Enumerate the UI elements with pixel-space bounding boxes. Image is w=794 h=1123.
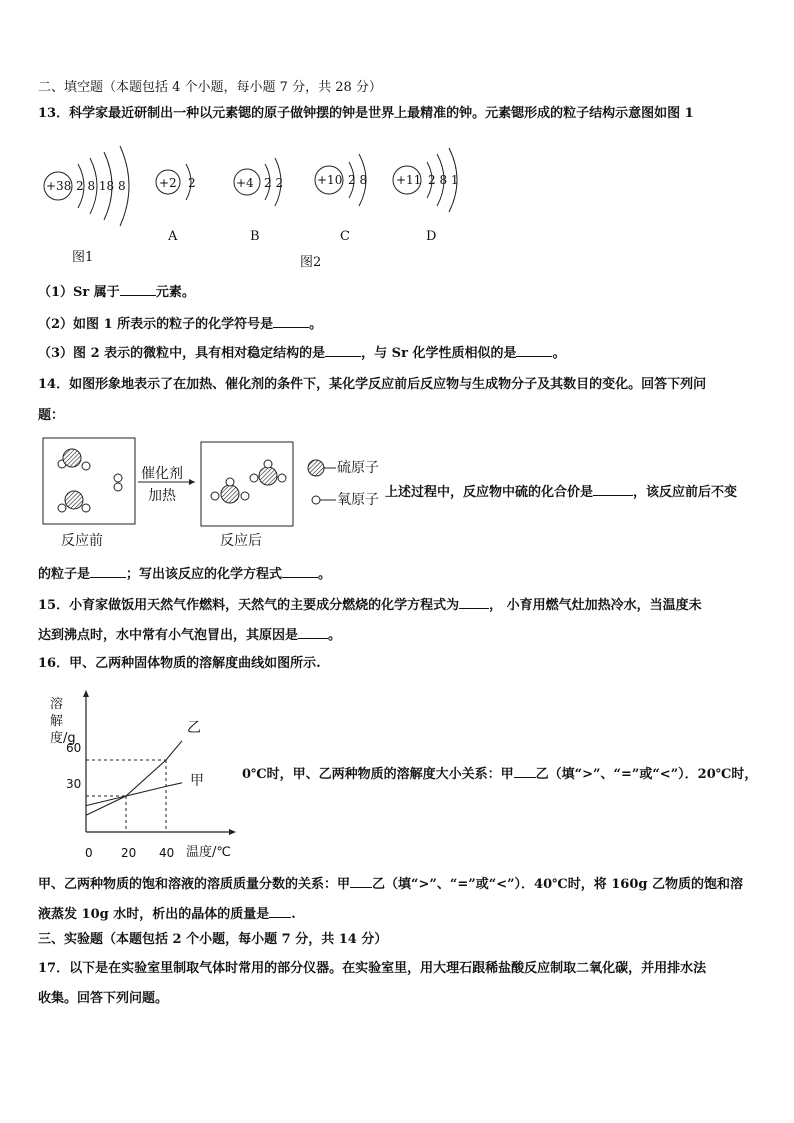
question-15-line2: 达到沸点时，水中常有小气泡冒出，其原因是 。 — [38, 628, 342, 643]
solubility-chart — [0, 690, 240, 870]
question-16-text-3: 液蒸发 10g 水时，析出的晶体的质量是 . — [38, 907, 296, 922]
series-line-jia — [86, 783, 182, 806]
atom-structure-figures — [0, 128, 794, 288]
series-label-yi: 乙 — [187, 720, 201, 736]
sr-shells: 2 8 18 8 — [76, 179, 126, 193]
question-14-text-2: 的粒子是 ；写出该反应的化学方程式 。 — [38, 567, 332, 582]
question-17-line1: 17．以下是在实验室里制取气体时常用的部分仪器。在实验室里，用大理石跟稀盐酸反应制取二氧化碳，并用排水法 — [38, 961, 707, 976]
atom-b-shells: 2 2 — [264, 176, 284, 190]
question-14-stem-line1: 14．如图形象地表示了在加热、催化剂的条件下，某化学反应前后反应物与生成物分子及其数目的变化。回答下列问 — [38, 377, 707, 392]
chart-ytick-30: 30 — [66, 777, 82, 791]
question-14-stem-line2: 题： — [38, 408, 65, 423]
section-heading: 二、填空题（本题包括 4 个小题，每小题 7 分，共 28 分） — [38, 80, 382, 95]
chart-xtick-0: 0 — [85, 846, 93, 860]
question-13-sub3: （3）图 2 表示的微粒中，具有相对稳定结构的是 ，与 Sr 化学性质相似的是 。 — [38, 346, 566, 361]
before-reaction-label: 反应前 — [61, 533, 103, 549]
atom-d-label: D — [426, 229, 437, 244]
question-13-sub1: （1）Sr 属于 元素。 — [38, 285, 195, 300]
reaction-condition-heat: 加热 — [148, 488, 176, 504]
chart-xtick-20: 20 — [121, 846, 137, 860]
question-14-text-1: 上述过程中，反应物中硫的化合价是 ，该反应前后不变 — [385, 485, 738, 500]
legend-sulfur-atom: 硫原子 — [337, 460, 379, 476]
atom-c-label: C — [340, 229, 350, 244]
question-16-stem: 16．甲、乙两种固体物质的溶解度曲线如图所示. — [38, 656, 321, 671]
atom-b-nucleus: +4 — [236, 176, 254, 190]
chart-ytick-60: 60 — [66, 741, 82, 755]
chart-ylabel: 溶解度/g — [50, 697, 76, 746]
question-13-stem: 13．科学家最近研制出一种以元素锶的原子做钟摆的钟是世界上最精准的钟。元素锶形成的粒子结构示意图如图 1 — [38, 106, 694, 121]
atom-c-shells: 2 8 — [348, 173, 368, 187]
series-label-jia: 甲 — [190, 773, 204, 789]
question-16-text-2: 甲、乙两种物质的饱和溶液的溶质质量分数的关系：甲 乙（填“>”、“=”或“<”）．40℃时，将 160g 乙物质的饱和溶 — [38, 877, 744, 892]
question-17-line2: 收集。回答下列问题。 — [38, 991, 169, 1006]
y-axis-arrow — [83, 690, 89, 697]
atom-d-nucleus: +11 — [396, 173, 422, 187]
series-line-yi — [86, 741, 182, 815]
after-reaction-label: 反应后 — [220, 533, 262, 549]
chart-xlabel: 温度/℃ — [186, 845, 231, 860]
question-15-line1: 15．小育家做饭用天然气作燃料，天然气的主要成分燃烧的化学方程式为 ， 小育用燃气灶加热冷水，当温度未 — [38, 598, 702, 613]
section-heading: 三、实验题（本题包括 2 个小题，每小题 7 分，共 14 分） — [38, 932, 388, 947]
sr-nucleus-charge: +38 — [46, 179, 72, 193]
figure-2-caption: 图2 — [300, 255, 322, 270]
question-13-sub2: （2）如图 1 所表示的粒子的化学符号是 。 — [38, 317, 323, 332]
reaction-diagram — [0, 430, 400, 550]
figure-1-caption: 图1 — [72, 250, 94, 265]
atom-c-nucleus: +10 — [317, 173, 343, 187]
atom-a-label: A — [168, 229, 178, 244]
atom-a-shells: 2 — [188, 176, 196, 190]
legend-oxygen-atom: 氧原子 — [337, 492, 379, 508]
atom-d-shells: 2 8 1 — [428, 173, 459, 187]
atom-a-nucleus: +2 — [159, 176, 177, 190]
x-axis-arrow — [229, 829, 236, 835]
chart-xtick-40: 40 — [159, 846, 175, 860]
atom-b-label: B — [250, 229, 260, 244]
reaction-condition-catalyst: 催化剂 — [141, 466, 183, 482]
question-16-text-1: 0℃时，甲、乙两种物质的溶解度大小关系：甲 乙（填“>”、“=”或“<”）．20℃时， — [242, 767, 758, 782]
